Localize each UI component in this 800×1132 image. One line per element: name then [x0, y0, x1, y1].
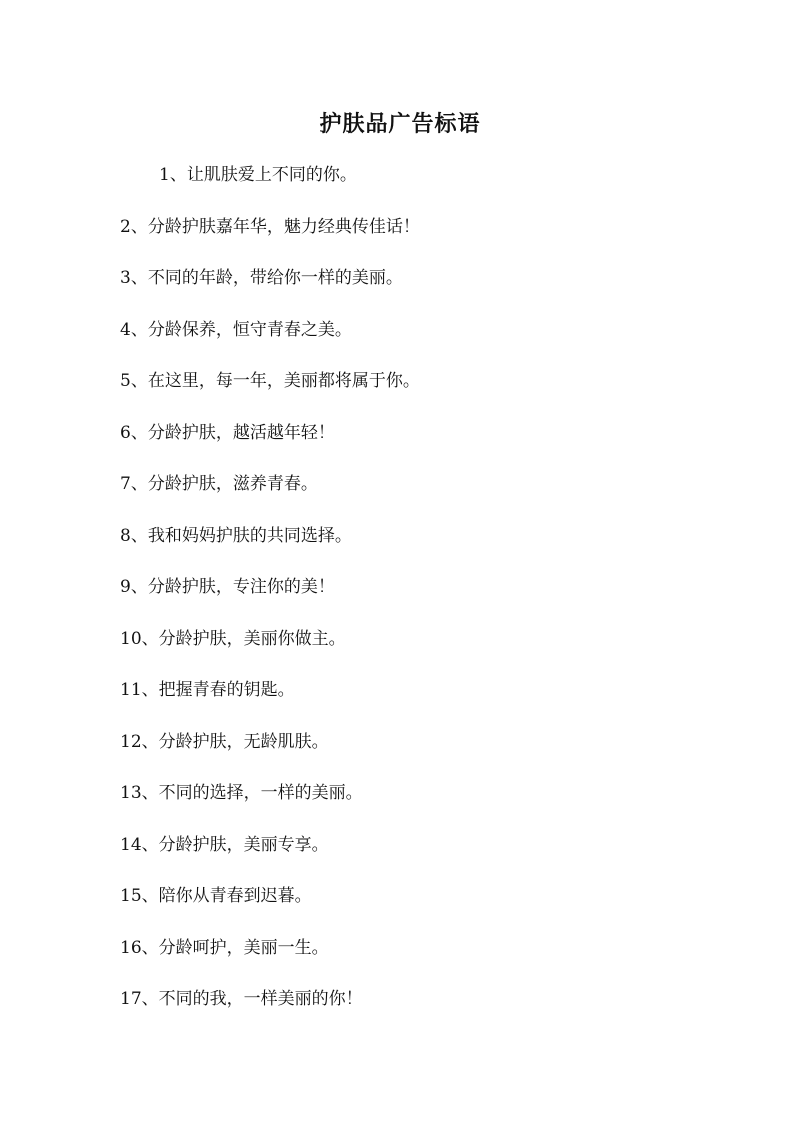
- slogan-item: 2、分龄护肤嘉年华，魅力经典传佳话！: [120, 216, 420, 237]
- slogan-item: 14、分龄护肤，美丽专享。: [120, 834, 329, 855]
- slogan-item: 6、分龄护肤，越活越年轻！: [120, 422, 335, 443]
- slogan-item: 3、不同的年龄，带给你一样的美丽。: [120, 268, 403, 288]
- slogan-item: 7、分龄护肤，滋养青春。: [120, 474, 318, 494]
- slogan-item: 16、分龄呵护，美丽一生。: [120, 937, 329, 958]
- slogan-item: 1、让肌肤爱上不同的你。: [159, 165, 357, 185]
- slogan-item: 8、我和妈妈护肤的共同选择。: [120, 525, 352, 546]
- slogan-list: [120, 160, 720, 1036]
- slogan-item: 15、陪你从青春到迟暮。: [120, 886, 312, 906]
- slogan-item: 13、不同的选择，一样的美丽。: [120, 783, 363, 803]
- slogan-item: 5、在这里，每一年，美丽都将属于你。: [120, 371, 420, 391]
- slogan-item: 11、把握青春的钥匙。: [120, 680, 295, 700]
- slogan-item: 12、分龄护肤，无龄肌肤。: [120, 731, 329, 752]
- slogan-item: 9、分龄护肤，专注你的美！: [120, 577, 335, 597]
- slogan-item: 10、分龄护肤，美丽你做主。: [120, 628, 346, 649]
- slogan-item: 17、不同的我，一样美丽的你！: [120, 989, 363, 1009]
- slogan-item: 4、分龄保养，恒守青春之美。: [120, 319, 352, 340]
- document-title: 护肤品广告标语: [319, 111, 481, 137]
